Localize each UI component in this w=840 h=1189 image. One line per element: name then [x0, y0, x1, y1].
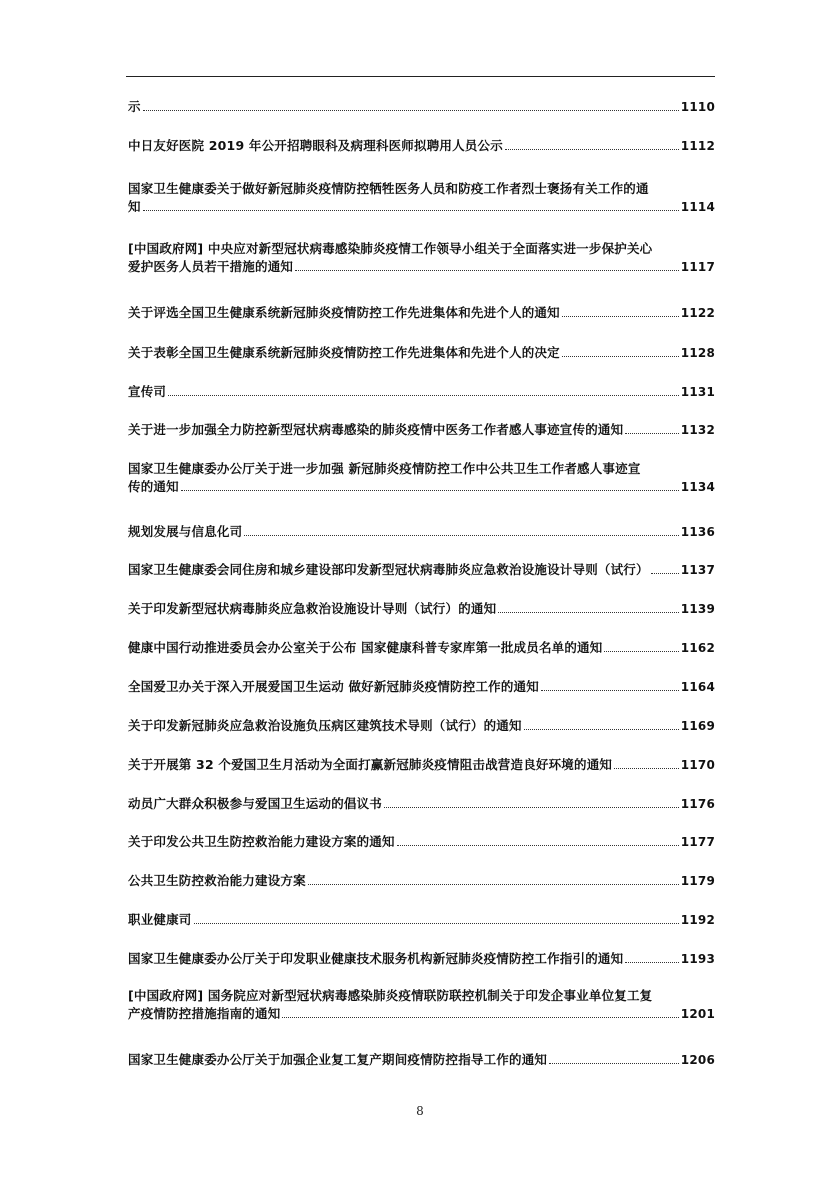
toc-leader	[397, 845, 679, 846]
toc-leader	[614, 768, 679, 769]
toc-entry-title: 关于印发新型冠状病毒肺炎应急救治设施设计导则（试行）的通知	[128, 601, 497, 616]
toc-entry-title: 规划发展与信息化司	[128, 524, 243, 539]
toc-entry[interactable]	[128, 717, 715, 735]
toc-entry-title-line: 国家卫生健康委关于做好新冠肺炎疫情防控牺牲医务人员和防疫工作者烈士褒扬有关工作的通	[128, 181, 649, 196]
toc-entry-page: 1164	[680, 680, 715, 694]
toc-leader	[651, 573, 679, 574]
toc-entry-title-line: 国家卫生健康委办公厅关于进一步加强 新冠肺炎疫情防控工作中公共卫生工作者感人事迹宣	[128, 461, 641, 476]
toc-leader	[194, 923, 679, 924]
toc-entry[interactable]	[128, 460, 715, 496]
toc-entry-title: 产疫情防控措施指南的通知	[128, 1006, 281, 1021]
toc-entry[interactable]	[128, 911, 715, 929]
toc-entry-page: 1192	[680, 913, 715, 927]
toc-entry-page: 1176	[680, 797, 715, 811]
toc-entry[interactable]	[128, 383, 715, 401]
toc-leader	[244, 535, 678, 536]
toc-entry[interactable]	[128, 523, 715, 541]
toc-entry-title: 健康中国行动推进委员会办公室关于公布 国家健康科普专家库第一批成员名单的通知	[128, 640, 603, 655]
toc-entry-title: 动员广大群众积极参与爱国卫生运动的倡议书	[128, 796, 383, 811]
toc-entry-page: 1131	[680, 385, 715, 399]
toc-leader	[282, 1017, 678, 1018]
toc-entry[interactable]	[128, 304, 715, 322]
toc-entry-page: 1162	[680, 641, 715, 655]
toc-entry-title-line: [中国政府网] 中央应对新型冠状病毒感染肺炎疫情工作领导小组关于全面落实进一步保护关心	[128, 241, 653, 256]
toc-leader	[541, 690, 679, 691]
toc-leader	[505, 149, 679, 150]
toc-entry-page: 1179	[680, 874, 715, 888]
toc-entry[interactable]	[128, 833, 715, 851]
toc-entry-page: 1112	[680, 139, 715, 153]
toc-entry-page: 1134	[680, 480, 715, 494]
toc-entry-page: 1132	[680, 423, 715, 437]
toc-entry-page: 1170	[680, 758, 715, 772]
toc-leader	[143, 110, 679, 111]
toc-entry-page: 1169	[680, 719, 715, 733]
toc-entry-title: 传的通知	[128, 479, 179, 494]
toc-entry-title: 示	[128, 99, 141, 114]
toc-entry-title: 关于开展第 32 个爱国卫生月活动为全面打赢新冠肺炎疫情阻击战营造良好环境的通知	[128, 757, 613, 772]
toc-entry[interactable]	[128, 421, 715, 439]
toc-entry-page: 1137	[680, 563, 715, 577]
toc-entry-title: 中日友好医院 2019 年公开招聘眼科及病理科医师拟聘用人员公示	[128, 138, 503, 153]
toc-entry-page: 1206	[680, 1053, 715, 1067]
header-rule	[126, 76, 715, 77]
toc-entry[interactable]	[128, 987, 715, 1023]
toc-entry[interactable]	[128, 98, 715, 116]
toc-entry-page: 1122	[680, 306, 715, 320]
toc-leader	[549, 1063, 679, 1064]
toc-leader	[625, 433, 678, 434]
toc-entry-title: 爱护医务人员若干措施的通知	[128, 259, 294, 274]
toc-entry-page: 1128	[680, 346, 715, 360]
toc-entry-title: 宣传司	[128, 384, 167, 399]
toc-entry-title: 关于评选全国卫生健康系统新冠肺炎疫情防控工作先进集体和先进个人的通知	[128, 305, 560, 320]
toc-entry-page: 1193	[680, 952, 715, 966]
toc-entry[interactable]	[128, 180, 715, 216]
toc-entry-page: 1110	[680, 100, 715, 114]
toc-entry[interactable]	[128, 678, 715, 696]
toc-entry-title: 关于进一步加强全力防控新型冠状病毒感染的肺炎疫情中医务工作者感人事迹宣传的通知	[128, 422, 624, 437]
toc-entry-page: 1139	[680, 602, 715, 616]
toc-leader	[625, 962, 678, 963]
toc-entry[interactable]	[128, 795, 715, 813]
toc-leader	[384, 807, 679, 808]
toc-leader	[295, 270, 679, 271]
toc-leader	[168, 395, 679, 396]
toc-entry-title: 国家卫生健康委办公厅关于印发职业健康技术服务机构新冠肺炎疫情防控工作指引的通知	[128, 951, 624, 966]
toc-entry-title: 全国爱卫办关于深入开展爱国卫生运动 做好新冠肺炎疫情防控工作的通知	[128, 679, 539, 694]
toc-entry[interactable]	[128, 344, 715, 362]
toc-entry-title: 关于表彰全国卫生健康系统新冠肺炎疫情防控工作先进集体和先进个人的决定	[128, 345, 560, 360]
toc-entry-title: 知	[128, 199, 141, 214]
page-number: 8	[416, 1104, 424, 1118]
toc-entry-title: 国家卫生健康委会同住房和城乡建设部印发新型冠状病毒肺炎应急救治设施设计导则（试行）	[128, 562, 649, 577]
toc-entry[interactable]	[128, 872, 715, 890]
toc-leader	[562, 356, 679, 357]
toc-leader	[143, 210, 679, 211]
toc-entry[interactable]	[128, 137, 715, 155]
toc-leader	[562, 316, 679, 317]
toc-entry-page: 1201	[680, 1007, 715, 1021]
toc-leader	[604, 651, 678, 652]
toc-entry[interactable]	[128, 756, 715, 774]
toc-entry[interactable]	[128, 1051, 715, 1069]
toc-entry-title: 国家卫生健康委办公厅关于加强企业复工复产期间疫情防控指导工作的通知	[128, 1052, 548, 1067]
toc-entry[interactable]	[128, 600, 715, 618]
toc-entry-title-line: [中国政府网] 国务院应对新型冠状病毒感染肺炎疫情联防联控机制关于印发企事业单位复工复	[128, 988, 653, 1003]
toc-entry[interactable]	[128, 561, 715, 579]
toc-entry-page: 1136	[680, 525, 715, 539]
toc-entry-page: 1114	[680, 200, 715, 214]
toc-leader	[498, 612, 678, 613]
toc-entry-page: 1117	[680, 260, 715, 274]
toc-leader	[181, 490, 679, 491]
toc-entry[interactable]	[128, 240, 715, 276]
toc-entry-page: 1177	[680, 835, 715, 849]
toc-entry-title: 职业健康司	[128, 912, 192, 927]
toc-leader	[308, 884, 679, 885]
toc-entry[interactable]	[128, 950, 715, 968]
toc-leader	[524, 729, 679, 730]
toc-entry[interactable]	[128, 639, 715, 657]
toc-entry-title: 公共卫生防控救治能力建设方案	[128, 873, 306, 888]
toc-entry-title: 关于印发新冠肺炎应急救治设施负压病区建筑技术导则（试行）的通知	[128, 718, 522, 733]
toc-entry-title: 关于印发公共卫生防控救治能力建设方案的通知	[128, 834, 395, 849]
